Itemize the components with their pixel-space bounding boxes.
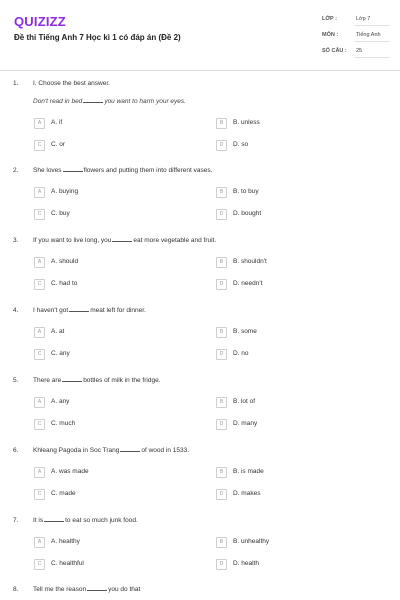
option-letter-box: B [216, 467, 227, 478]
option-c[interactable] [34, 140, 184, 152]
option-label: B. shouldn't [233, 258, 267, 265]
option-letter-box: C [34, 209, 45, 220]
option-a[interactable] [34, 327, 184, 339]
question-text [33, 307, 146, 314]
option-letter-box: B [216, 257, 227, 268]
option-c[interactable] [34, 489, 184, 501]
option-letter-box: A [34, 327, 45, 338]
question-text [33, 98, 186, 105]
option-letter-box: B [216, 537, 227, 548]
option-label: D. makes [233, 490, 261, 497]
option-letter-box: D [216, 489, 227, 500]
option-label: B. unless [233, 119, 260, 126]
meta-label-subject: MÔN : [322, 32, 339, 38]
option-label: B. to buy [233, 188, 259, 195]
option-label: A. buying [51, 188, 79, 195]
answer-blank [112, 241, 132, 242]
option-d[interactable] [216, 209, 366, 221]
question-number: 2. [13, 167, 19, 174]
option-d[interactable] [216, 419, 366, 431]
question-number: 3. [13, 237, 19, 244]
option-label: C. much [51, 420, 76, 427]
option-b[interactable] [216, 467, 366, 479]
option-letter-box: B [216, 327, 227, 338]
page-title: Đề thi Tiếng Anh 7 Học kì 1 có đáp án (Đề 2) [14, 33, 181, 42]
option-letter-box: A [34, 257, 45, 268]
question-text-before: If you want to live long, you [33, 237, 112, 244]
question-number: 1. [13, 80, 19, 87]
option-label: D. so [233, 141, 249, 148]
meta-value-subject: Tiếng Anh [356, 32, 381, 38]
option-label: B. lot of [233, 398, 256, 405]
option-letter-box: A [34, 187, 45, 198]
question-text [33, 237, 216, 244]
option-letter-box: D [216, 209, 227, 220]
option-letter-box: D [216, 419, 227, 430]
question-instruction: I. Choose the best answer. [33, 80, 110, 87]
option-letter-box: D [216, 140, 227, 151]
question-text-before: I haven't got [33, 307, 69, 314]
option-letter-box: C [34, 279, 45, 290]
option-letter-box: C [34, 559, 45, 570]
worksheet-header [0, 0, 400, 71]
question-text-before: Don't read in bed [33, 98, 83, 105]
question-text-after: eat more vegetable and fruit. [133, 237, 217, 244]
option-b[interactable] [216, 257, 366, 269]
option-letter-box: D [216, 279, 227, 290]
meta-value-count: 25 [356, 48, 363, 54]
question-number: 5. [13, 377, 19, 384]
answer-blank [83, 102, 103, 103]
question-number: 6. [13, 447, 19, 454]
meta-value-class: Lớp 7 [356, 16, 371, 22]
option-letter-box: D [216, 349, 227, 360]
question-text-before: There are [33, 377, 62, 384]
question-text-before: She loves [33, 167, 62, 174]
option-letter-box: C [34, 489, 45, 500]
option-d[interactable] [216, 349, 366, 361]
option-a[interactable] [34, 118, 184, 130]
option-label: A. was made [51, 468, 89, 475]
question-text-before: It is [33, 517, 44, 524]
question-text-before: Khleang Pagoda in Soc Trang [33, 447, 120, 454]
option-a[interactable] [34, 467, 184, 479]
option-label: D. no [233, 350, 249, 357]
option-b[interactable] [216, 187, 366, 199]
meta-label-count: SỐ CÂU : [322, 48, 347, 54]
answer-blank [44, 521, 64, 522]
option-label: D. health [233, 560, 260, 567]
meta-label-class: LỚP : [322, 16, 337, 22]
option-b[interactable] [216, 537, 366, 549]
answer-blank [87, 590, 107, 591]
meta-divider [354, 25, 390, 26]
meta-divider [354, 41, 390, 42]
option-d[interactable] [216, 559, 366, 571]
answer-blank [63, 171, 83, 172]
option-a[interactable] [34, 257, 184, 269]
question-text-after: meat left for dinner. [90, 307, 146, 314]
option-label: B. some [233, 328, 257, 335]
option-c[interactable] [34, 209, 184, 221]
option-d[interactable] [216, 279, 366, 291]
option-letter-box: C [34, 349, 45, 360]
question-text [33, 377, 161, 384]
question-text [33, 586, 140, 593]
question-text [33, 447, 189, 454]
option-label: B. is made [233, 468, 264, 475]
option-letter-box: A [34, 537, 45, 548]
question-text-after: bottles of milk in the fridge. [83, 377, 161, 384]
question-number: 4. [13, 307, 19, 314]
option-label: D. many [233, 420, 258, 427]
question-number: 8. [13, 586, 19, 593]
answer-blank [120, 451, 140, 452]
option-letter-box: A [34, 467, 45, 478]
option-c[interactable] [34, 419, 184, 431]
option-letter-box: B [216, 397, 227, 408]
option-b[interactable] [216, 327, 366, 339]
option-label: D. bought [233, 210, 262, 217]
question-text-after: you want to harm your eyes. [104, 98, 186, 105]
question-text-after: flowers and putting them into different vases. [83, 167, 213, 174]
question-text-after: of wood in 1533. [141, 447, 190, 454]
option-letter-box: C [34, 140, 45, 151]
question-text [33, 167, 212, 174]
option-label: A. if [51, 119, 63, 126]
answer-blank [69, 311, 89, 312]
option-label: C. buy [51, 210, 70, 217]
option-label: A. healthy [51, 538, 80, 545]
question-text-after: you do that [108, 586, 141, 593]
option-letter-box: B [216, 187, 227, 198]
option-c[interactable] [34, 559, 184, 571]
option-b[interactable] [216, 397, 366, 409]
option-a[interactable] [34, 397, 184, 409]
question-text-after: to eat so much junk food. [65, 517, 138, 524]
option-letter-box: D [216, 559, 227, 570]
option-label: A. any [51, 398, 70, 405]
option-letter-box: A [34, 397, 45, 408]
question-number: 7. [13, 517, 19, 524]
option-c[interactable] [34, 279, 184, 291]
option-label: C. healthful [51, 560, 84, 567]
option-a[interactable] [34, 537, 184, 549]
option-a[interactable] [34, 187, 184, 199]
answer-blank [62, 381, 82, 382]
option-d[interactable] [216, 140, 366, 152]
option-letter-box: B [216, 118, 227, 129]
question-text-before: Tell me the reason [33, 586, 87, 593]
quizizz-logo: QUIZIZZ [14, 14, 66, 29]
option-label: B. unhealthy [233, 538, 270, 545]
option-letter-box: C [34, 419, 45, 430]
option-label: A. should [51, 258, 79, 265]
option-label: D. needn't [233, 280, 263, 287]
question-text [33, 517, 138, 524]
option-letter-box: A [34, 118, 45, 129]
option-label: C. had to [51, 280, 78, 287]
option-b[interactable] [216, 118, 366, 130]
option-label: C. any [51, 350, 70, 357]
option-label: C. or [51, 141, 66, 148]
option-label: C. made [51, 490, 76, 497]
meta-divider [354, 57, 390, 58]
option-label: A. at [51, 328, 65, 335]
option-c[interactable] [34, 349, 184, 361]
option-d[interactable] [216, 489, 366, 501]
